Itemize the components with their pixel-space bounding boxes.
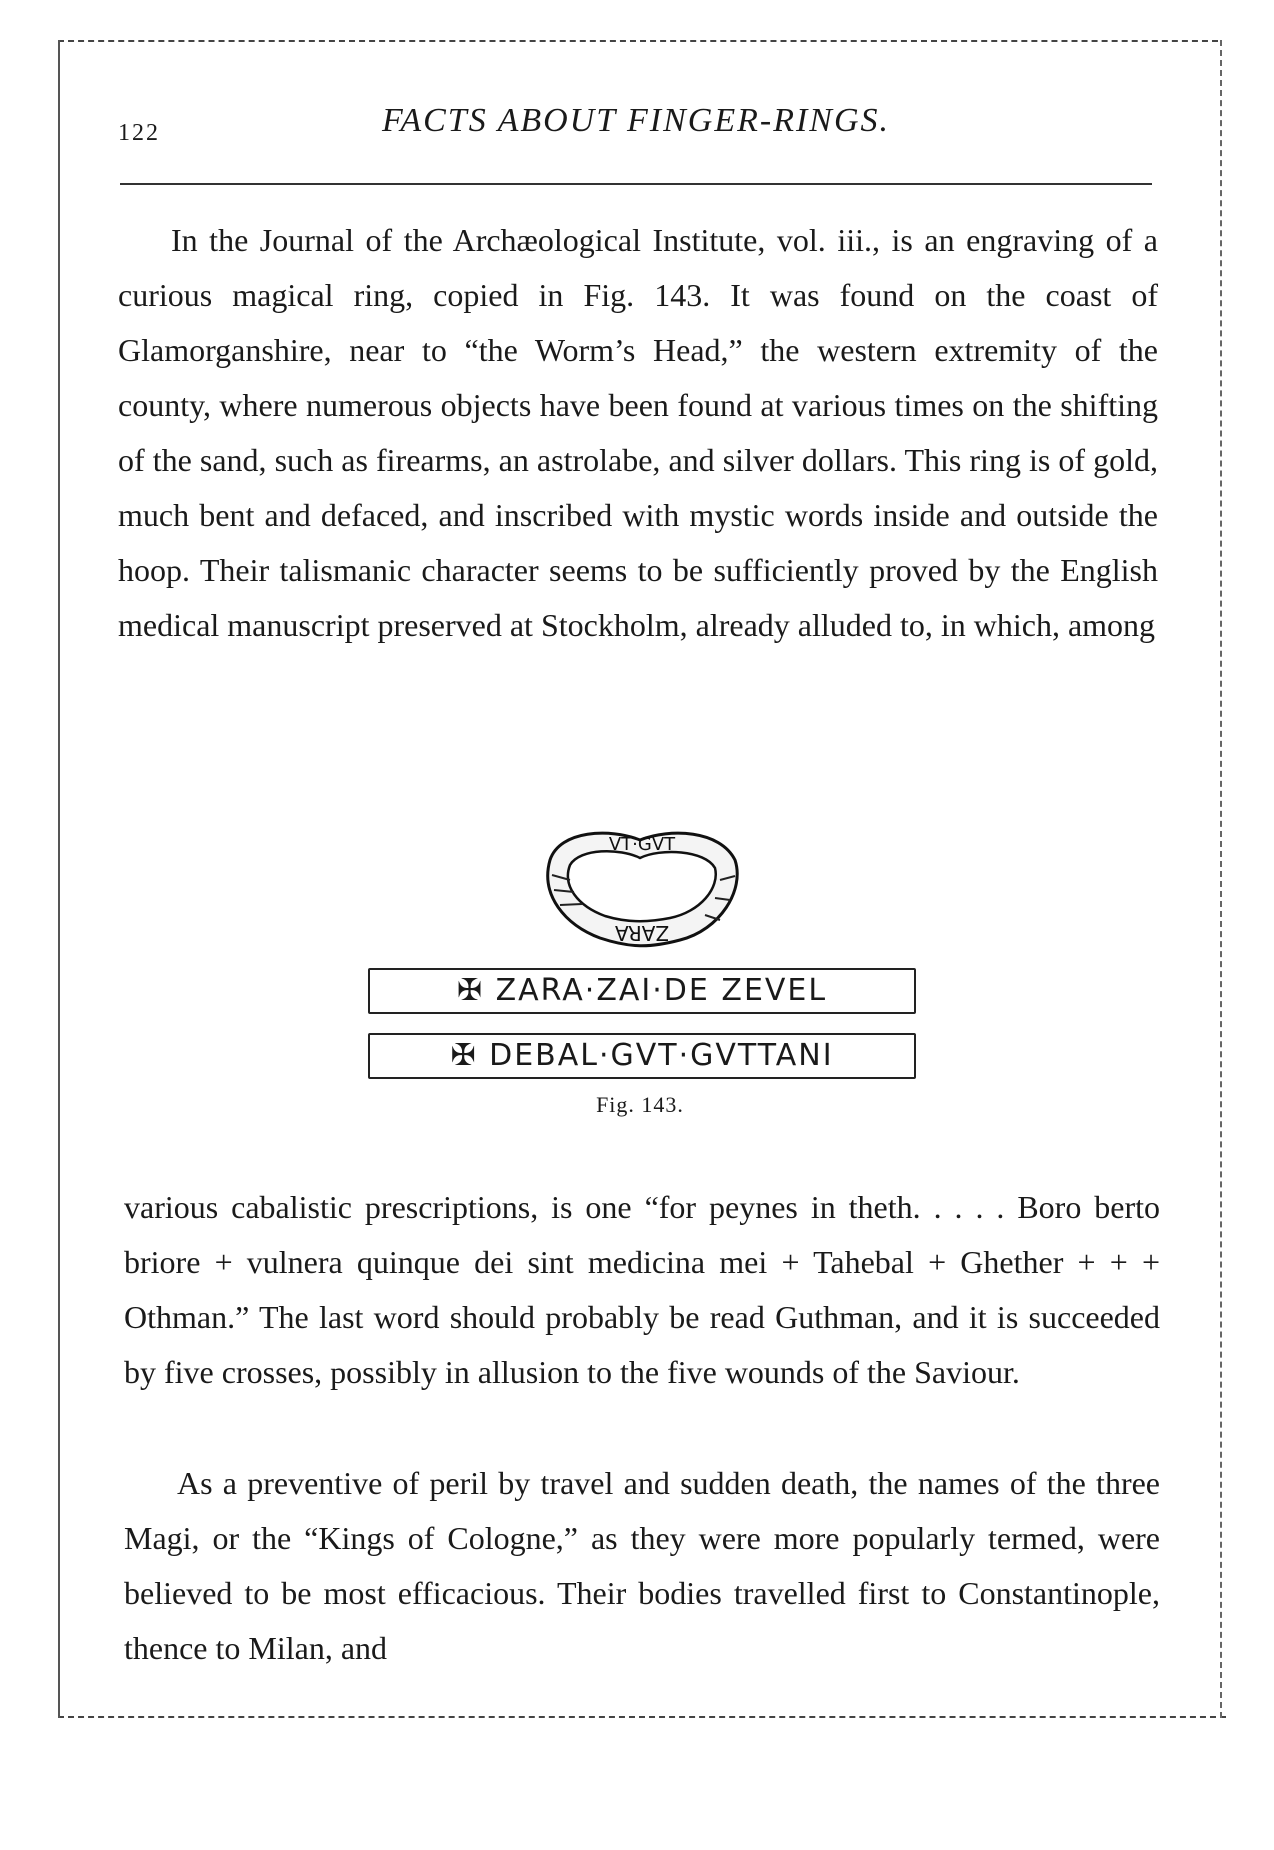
- header-rule: [120, 183, 1152, 185]
- frame-top: [58, 40, 1218, 42]
- ring-illustration: [530, 820, 750, 960]
- paragraph-3: As a preventive of peril by travel and sudden death, the names of the three Magi, or the “Kings of Cologne,” as they were more popularly termed, were believed to be most efficacious. Their bodies travelled first to Constantinople, thence to Milan, and: [124, 1465, 1160, 1666]
- ring-text-outer: VT·GVT: [608, 834, 676, 855]
- running-head: FACTS ABOUT FINGER-RINGS.: [381, 102, 891, 139]
- page-number: 122: [118, 120, 160, 146]
- frame-left: [58, 40, 60, 1718]
- frame-right: [1220, 40, 1222, 1718]
- paragraph-2: various cabalistic prescriptions, is one “for peynes in theth. . . . . Boro berto briore + vulnera quinque dei sint medicina mei + Tahebal + Ghether + + + Othman.” The last word should probably be read Guthman, and it is succeeded by five crosses, possibly in allusion to the five wounds of the Saviour.: [124, 1189, 1160, 1390]
- paragraph-1: In the Journal of the Archæological Institute, vol. iii., is an engraving of a curious magical ring, copied in Fig. 143. It was found on the coast of Glamorganshire, near to “the Worm’s Head,” the western extremity of the county, where numerous objects have been found at various times on the shifting of the sand, such as firearms, an astrolabe, and silver dollars. This ring is of gold, much bent and defaced, and inscribed with mystic words inside and outside the hoop. Their talismanic character seems to be sufficiently proved by the English medical manuscript preserved at Stockholm, already alluded to, in which, among: [118, 222, 1158, 643]
- ring-text-inner: ZARA: [614, 921, 670, 945]
- figure-143: [360, 820, 920, 1120]
- inscription-inside: ✠ DEBAL·GVT·GVTTANI: [368, 1033, 916, 1079]
- inscription-outside: ✠ ZARA·ZAI·DE ZEVEL: [368, 968, 916, 1014]
- frame-bottom: [58, 1716, 1226, 1718]
- figure-caption: Fig. 143.: [596, 1092, 684, 1117]
